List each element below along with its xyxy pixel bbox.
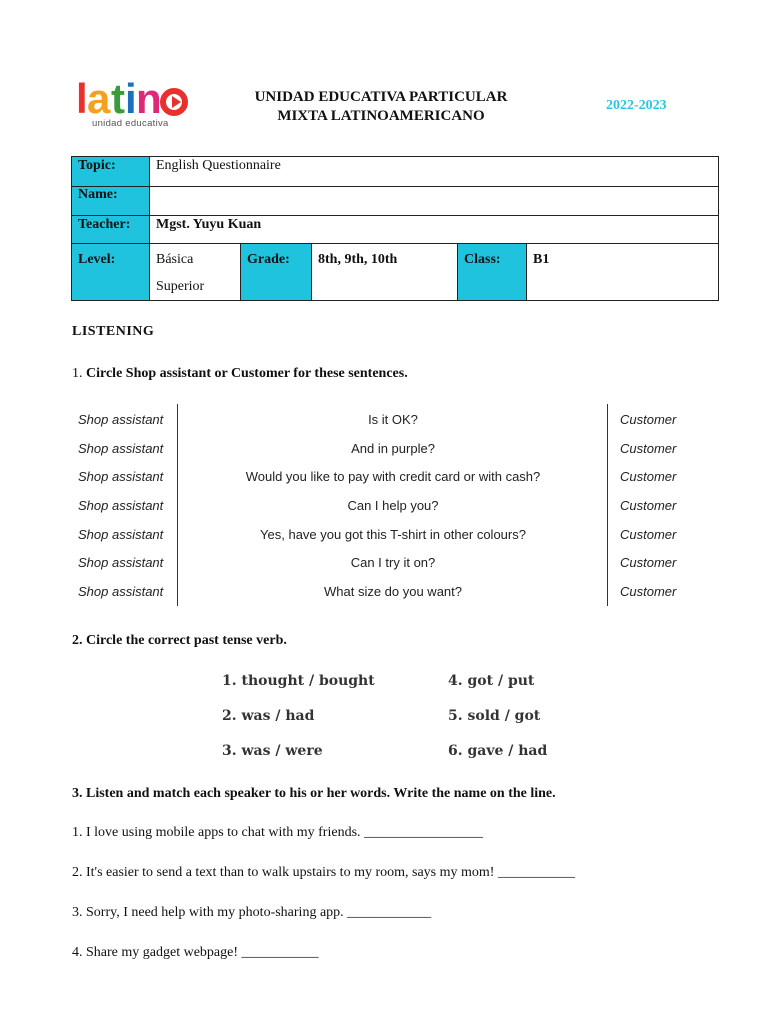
verb-option[interactable]: 1. thought / bought — [222, 673, 375, 689]
dialogue-sentence: What size do you want? — [323, 584, 463, 599]
customer-option[interactable]: Customer — [620, 469, 677, 484]
level-value-line2: Superior — [156, 279, 205, 294]
teacher-label: Teacher: — [72, 216, 150, 244]
shop-dialogue-table — [72, 404, 692, 608]
topic-label: Topic: — [72, 157, 150, 187]
logo-o-icon — [160, 88, 188, 116]
level-value — [150, 244, 241, 301]
shop-assistant-option[interactable]: Shop assistant — [78, 555, 164, 570]
question-1 — [72, 366, 408, 382]
school-logo: l a t i n unidad educativa — [76, 78, 196, 138]
dialogue-sentence: Can I try it on? — [350, 555, 436, 570]
match-item[interactable]: 1. I love using mobile apps to chat with my friends. _________________ — [72, 825, 484, 840]
dialogue-row — [72, 584, 692, 613]
dialogue-sentence: Yes, have you got this T-shirt in other colours? — [260, 527, 526, 542]
topic-value: English Questionnaire — [150, 157, 719, 187]
class-value: B1 — [527, 244, 719, 301]
customer-option[interactable]: Customer — [620, 498, 677, 513]
shop-assistant-option[interactable]: Shop assistant — [78, 584, 164, 599]
question-3: 3. Listen and match each speaker to his or her words. Write the name on the line. — [72, 786, 556, 801]
customer-option[interactable]: Customer — [620, 412, 677, 427]
logo-subtitle: unidad educativa — [92, 118, 169, 129]
shop-assistant-option[interactable]: Shop assistant — [78, 441, 164, 456]
verb-option[interactable]: 4. got / put — [448, 673, 535, 689]
dialogue-sentence: Would you like to pay with credit card or with cash? — [245, 469, 541, 484]
student-info-table — [71, 156, 719, 301]
verb-option[interactable]: 2. was / had — [222, 708, 315, 724]
shop-assistant-option[interactable]: Shop assistant — [78, 412, 164, 427]
match-item[interactable]: 4. Share my gadget webpage! ___________ — [72, 945, 319, 960]
dialogue-row — [72, 469, 692, 498]
match-item[interactable]: 3. Sorry, I need help with my photo-sharing app. ____________ — [72, 905, 432, 920]
shop-assistant-option[interactable]: Shop assistant — [78, 527, 164, 542]
dialogue-sentence: Can I help you? — [347, 498, 439, 513]
verb-option[interactable]: 6. gave / had — [448, 743, 548, 759]
school-name — [240, 88, 522, 126]
dialogue-row — [72, 498, 692, 527]
customer-option[interactable]: Customer — [620, 527, 677, 542]
grade-value: 8th, 9th, 10th — [312, 244, 458, 301]
dialogue-sentence: And in purple? — [351, 441, 435, 456]
customer-option[interactable]: Customer — [620, 584, 677, 599]
question-1-text: Circle Shop assistant or Customer for these sentences. — [86, 366, 408, 381]
dialogue-row — [72, 441, 692, 470]
question-1-number: 1. — [72, 366, 86, 381]
customer-option[interactable]: Customer — [620, 441, 677, 456]
school-name-line2: MIXTA LATINOAMERICANO — [277, 108, 485, 124]
school-year: 2022-2023 — [606, 98, 667, 113]
level-label: Level: — [72, 244, 150, 301]
class-label: Class: — [458, 244, 527, 301]
verb-option[interactable]: 3. was / were — [222, 743, 323, 759]
shop-assistant-option[interactable]: Shop assistant — [78, 469, 164, 484]
verb-option[interactable]: 5. sold / got — [448, 708, 541, 724]
teacher-value: Mgst. Yuyu Kuan — [150, 216, 719, 244]
name-field[interactable] — [150, 187, 719, 216]
level-value-line1: Básica — [156, 252, 194, 267]
grade-label: Grade: — [241, 244, 312, 301]
shop-assistant-option[interactable]: Shop assistant — [78, 498, 164, 513]
question-2: 2. Circle the correct past tense verb. — [72, 633, 287, 648]
name-label: Name: — [72, 187, 150, 216]
dialogue-row — [72, 555, 692, 584]
dialogue-row — [72, 412, 692, 441]
dialogue-sentence: Is it OK? — [368, 412, 418, 427]
match-item[interactable]: 2. It's easier to send a text than to walk upstairs to my room, says my mom! ___________ — [72, 865, 575, 880]
customer-option[interactable]: Customer — [620, 555, 677, 570]
listening-heading: LISTENING — [72, 324, 155, 339]
dialogue-row — [72, 527, 692, 556]
school-name-line1: UNIDAD EDUCATIVA PARTICULAR — [254, 89, 508, 105]
